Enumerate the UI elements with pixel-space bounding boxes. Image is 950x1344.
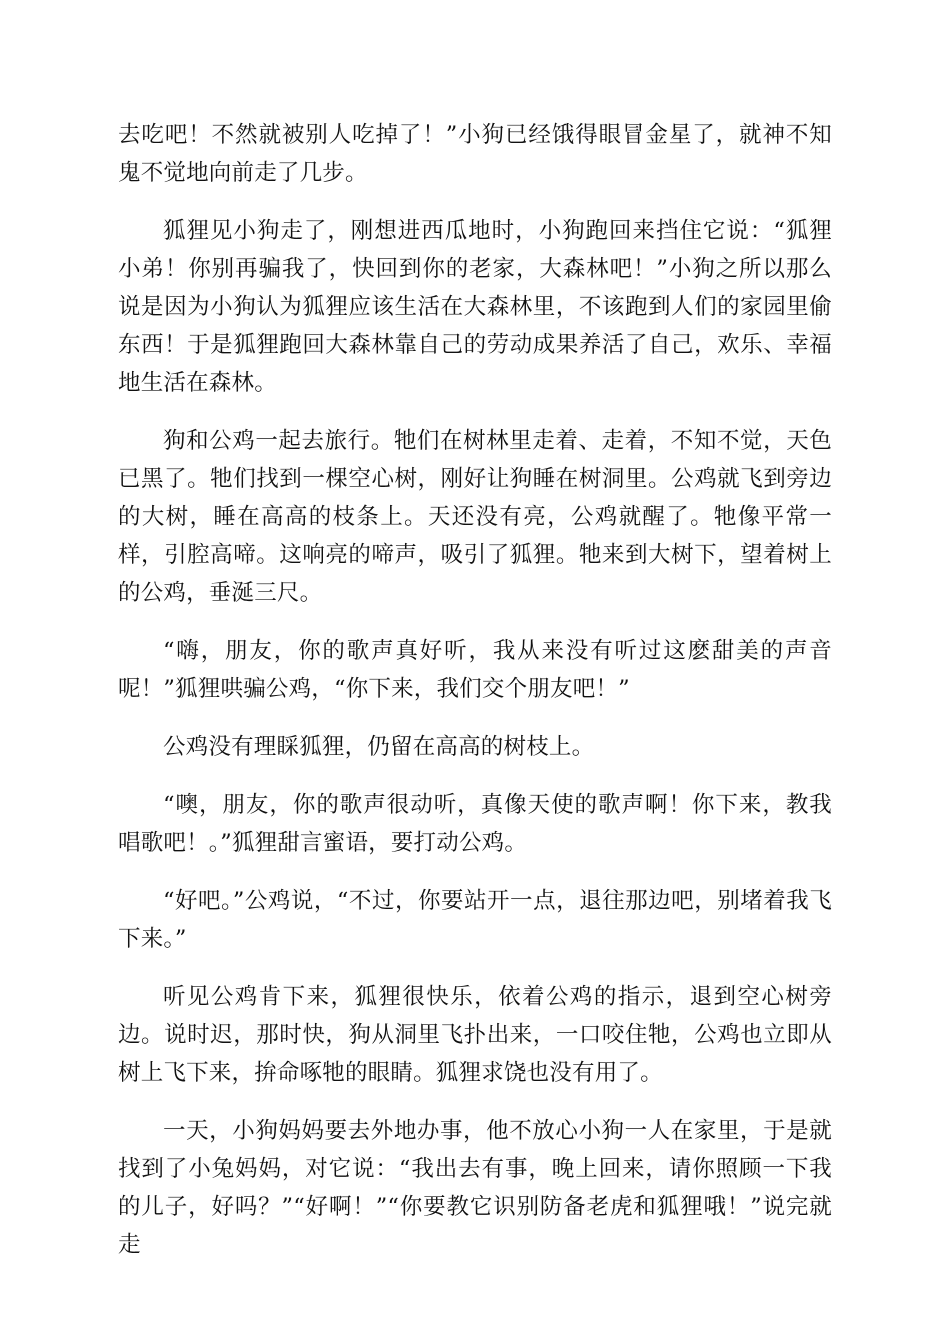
paragraph-7: “好吧。”公鸡说，“不过，你要站开一点，退往那边吧，别堵着我飞下来。” bbox=[118, 888, 832, 952]
paragraph-9: 一天，小狗妈妈要去外地办事，他不放心小狗一人在家里，于是就找到了小兔妈妈，对它说：“我出去有事，晚上回来，请你照顾一下我的儿子，好吗？”“好啊！”“你要教它识别防备老虎和狐狸哦！”说完就走 bbox=[118, 1118, 832, 1258]
paragraph-4: “嗨，朋友，你的歌声真好听，我从来没有听过这麽甜美的声音呢！”狐狸哄骗公鸡，“你下来，我们交个朋友吧！” bbox=[118, 638, 832, 702]
paragraph-3: 狗和公鸡一起去旅行。牠们在树林里走着、走着，不知不觉，天色已黑了。牠们找到一棵空心树，刚好让狗睡在树洞里。公鸡就飞到旁边的大树，睡在高高的枝条上。天还没有亮，公鸡就醒了。牠像平常一样，引腔高啼。这响亮的啼声，吸引了狐狸。牠来到大树下，望着树上的公鸡，垂涎三尺。 bbox=[118, 428, 832, 606]
paragraph-5: 公鸡没有理睬狐狸，仍留在高高的树枝上。 bbox=[163, 734, 595, 760]
paragraph-8: 听见公鸡肯下来，狐狸很快乐，依着公鸡的指示，退到空心树旁边。说时迟，那时快，狗从洞里飞扑出来，一口咬住牠，公鸡也立即从树上飞下来，拚命啄牠的眼睛。狐狸求饶也没有用了。 bbox=[118, 984, 832, 1086]
paragraph-2: 狐狸见小狗走了，刚想进西瓜地时，小狗跑回来挡住它说：“狐狸小弟！你别再骗我了，快回到你的老家，大森林吧！”小狗之所以那么说是因为小狗认为狐狸应该生活在大森林里，不该跑到人们的家园里偷东西！于是狐狸跑回大森林靠自己的劳动成果养活了自己，欢乐、幸福地生活在森林。 bbox=[118, 218, 832, 396]
paragraph-1: 去吃吧！不然就被别人吃掉了！”小狗已经饿得眼冒金星了，就神不知鬼不觉地向前走了几步。 bbox=[118, 122, 832, 186]
paragraph-6: “噢，朋友，你的歌声很动听，真像天使的歌声啊！你下来，教我唱歌吧！。”狐狸甜言蜜语，要打动公鸡。 bbox=[118, 792, 832, 856]
